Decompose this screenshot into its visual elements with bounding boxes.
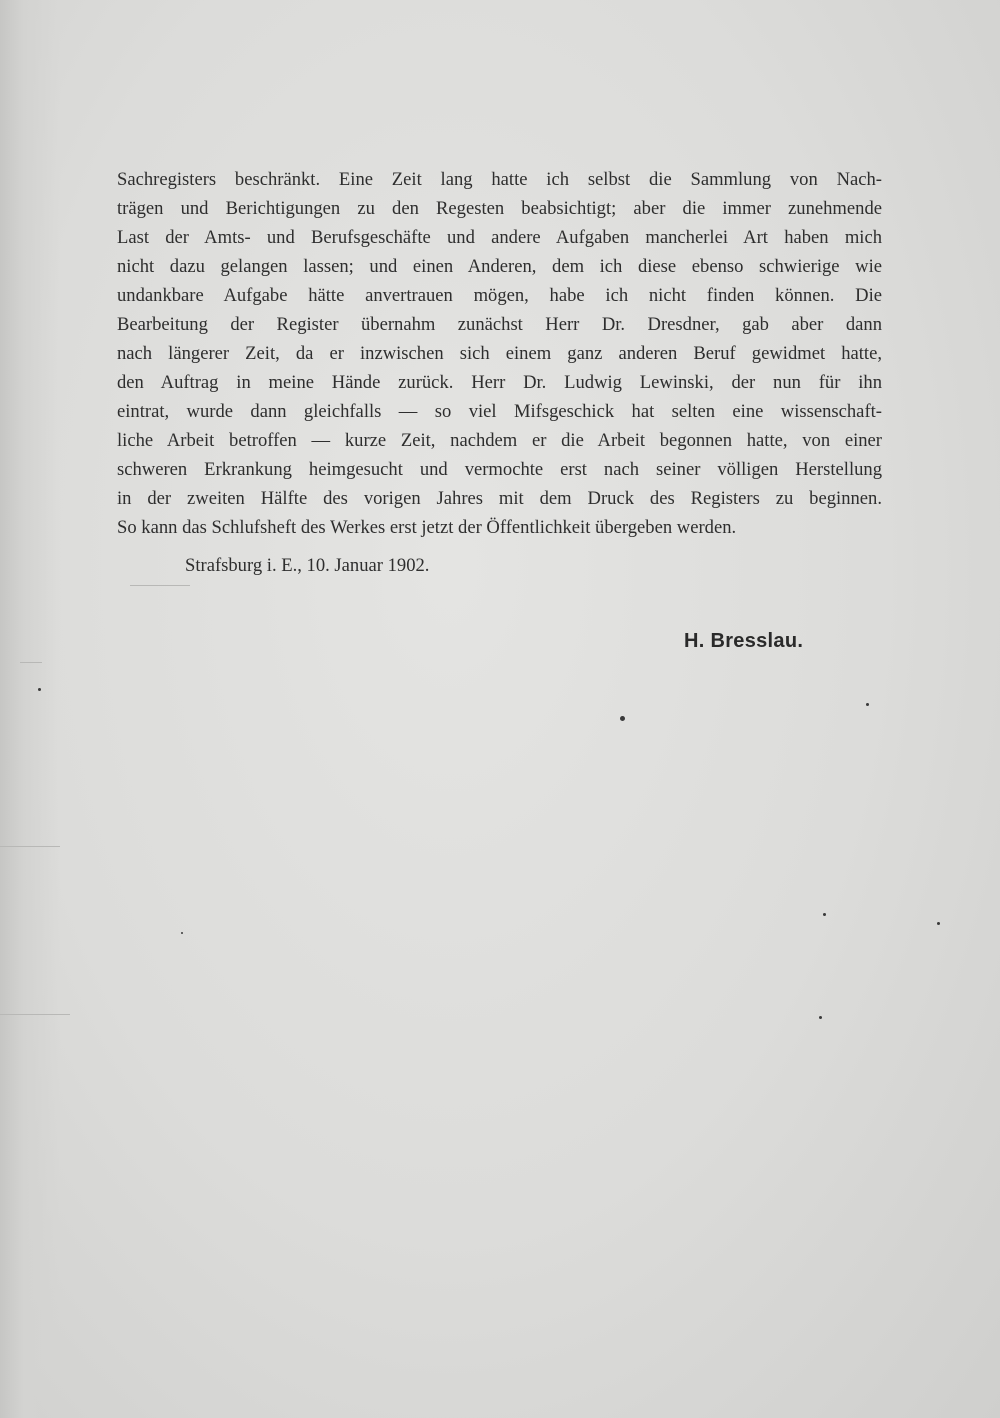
- paper-speck: [620, 716, 625, 721]
- paper-speck: [866, 703, 869, 706]
- author-signature: H. Bresslau.: [684, 630, 804, 652]
- text-line: nach längerer Zeit, da er inzwischen sich einem ganz anderen Beruf gewidmet hatte,: [117, 343, 882, 364]
- text-line: liche Arbeit betroffen — kurze Zeit, nachdem er die Arbeit begonnen hatte, von einer: [117, 430, 882, 451]
- text-line: den Auftrag in meine Hände zurück. Herr Dr. Ludwig Lewinski, der nun für ihn: [117, 372, 882, 393]
- paper-speck: [819, 1016, 822, 1019]
- text-line: So kann das Schlufsheft des Werkes erst jetzt der Öffentlichkeit übergeben werden.: [117, 517, 737, 538]
- text-line: eintrat, wurde dann gleichfalls — so viel Mifsgeschick hat selten eine wissenschaft-: [117, 401, 882, 422]
- paper-crease: [0, 846, 60, 847]
- page-fold-shadow: [0, 0, 60, 1418]
- paper-speck: [937, 922, 940, 925]
- text-line: undankbare Aufgabe hätte anvertrauen mögen, habe ich nicht finden können. Die: [117, 285, 882, 306]
- paper-speck: [38, 688, 41, 691]
- paper-crease: [0, 1014, 70, 1015]
- text-line: Bearbeitung der Register übernahm zunächst Herr Dr. Dresdner, gab aber dann: [117, 314, 882, 335]
- paper-crease: [130, 585, 190, 586]
- place-date-line: Strafsburg i. E., 10. Januar 1902.: [185, 555, 430, 576]
- preface-paragraph: [117, 165, 882, 542]
- paper-crease: [20, 662, 42, 663]
- text-line: in der zweiten Hälfte des vorigen Jahres mit dem Druck des Registers zu beginnen.: [117, 488, 882, 509]
- text-line: nicht dazu gelangen lassen; und einen Anderen, dem ich diese ebenso schwierige wie: [117, 256, 882, 277]
- paper-speck: [181, 932, 183, 934]
- text-line: schweren Erkrankung heimgesucht und vermochte erst nach seiner völligen Herstellung: [117, 459, 882, 480]
- text-line: trägen und Berichtigungen zu den Regesten beabsichtigt; aber die immer zunehmende: [117, 198, 882, 219]
- text-line: Last der Amts- und Berufsgeschäfte und andere Aufgaben mancherlei Art haben mich: [117, 227, 882, 248]
- text-line: Sachregisters beschränkt. Eine Zeit lang hatte ich selbst die Sammlung von Nach-: [117, 169, 882, 190]
- paper-speck: [823, 913, 826, 916]
